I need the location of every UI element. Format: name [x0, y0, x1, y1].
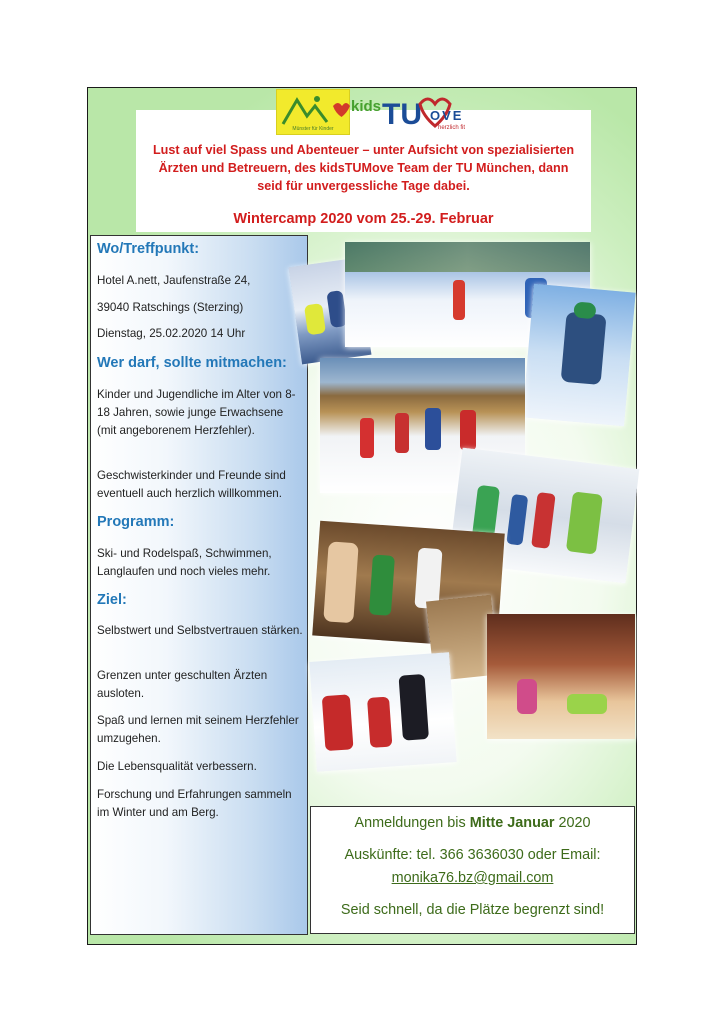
address-line: 39040 Ratschings (Sterzing) [97, 301, 244, 314]
kids-label: kids [351, 98, 382, 115]
email-link[interactable]: monika76.bz@gmail.com [391, 870, 554, 886]
ziel-item: Selbstwert und Selbstvertrauen stärken. [97, 624, 303, 637]
wer-text: Geschwisterkinder und Freunde sind eventuell auch herzlich willkommen. [97, 469, 286, 500]
intro-text [136, 141, 591, 195]
camp-title: Wintercamp 2020 vom 25.-29. Februar [233, 211, 494, 227]
tumove-tagline: herzlich fit [438, 125, 466, 131]
ziel-item: Spaß und lernen mit seinem Herzfehler umzugehen. [97, 714, 299, 745]
svg-text:TU: TU [382, 98, 422, 131]
photo-kids-helmets [309, 652, 456, 771]
meeting-date: Dienstag, 25.02.2020 14 Uhr [97, 327, 246, 340]
photo-dining-room [487, 614, 635, 739]
photo-skier-closeup [522, 284, 635, 426]
email-link-row [310, 870, 635, 886]
wer-heading: Wer darf, sollte mitmachen: [97, 355, 287, 371]
registration-deadline [310, 815, 635, 831]
tumove-ove: OVE [430, 108, 464, 123]
ziel-item: Die Lebensqualität verbessern. [97, 760, 257, 773]
ziel-item: Grenzen unter geschulten Ärzten ausloten. [97, 669, 268, 700]
intro-line: seid für unvergessliche Tage dabei. [257, 179, 470, 193]
ziel-heading: Ziel: [97, 592, 127, 608]
registration-text: Anmeldungen bis [354, 815, 470, 831]
intro-line: Ärzten und Betreuern, des kidsTUMove Team der TU München, dann [158, 161, 569, 175]
registration-year: 2020 [554, 815, 591, 831]
programm-heading: Programm: [97, 514, 175, 530]
contact-info: Auskünfte: tel. 366 3636030 oder Email: [344, 847, 601, 863]
intro-line: Lust auf viel Spass und Abenteuer – unter Aufsicht von spezialisierten [152, 143, 575, 157]
muenster-caption: Münster für Kinder [292, 126, 334, 132]
address-line: Hotel A.nett, Jaufenstraße 24, [97, 274, 251, 287]
muenster-logo [276, 89, 350, 135]
programm-text: Ski- und Rodelspaß, Schwimmen, Langlaufen und noch vieles mehr. [97, 547, 272, 578]
ziel-item: Forschung und Erfahrungen sammeln im Winter und am Berg. [97, 788, 292, 819]
registration-deadline-bold: Mitte Januar [469, 815, 555, 831]
wo-heading: Wo/Treffpunkt: [97, 241, 200, 257]
hurry-note: Seid schnell, da die Plätze begrenzt sind! [340, 902, 605, 918]
wer-text: Kinder und Jugendliche im Alter von 8-18 Jahren, sowie junge Erwachsene (mit angeborenem Herzfehler). [97, 388, 296, 437]
